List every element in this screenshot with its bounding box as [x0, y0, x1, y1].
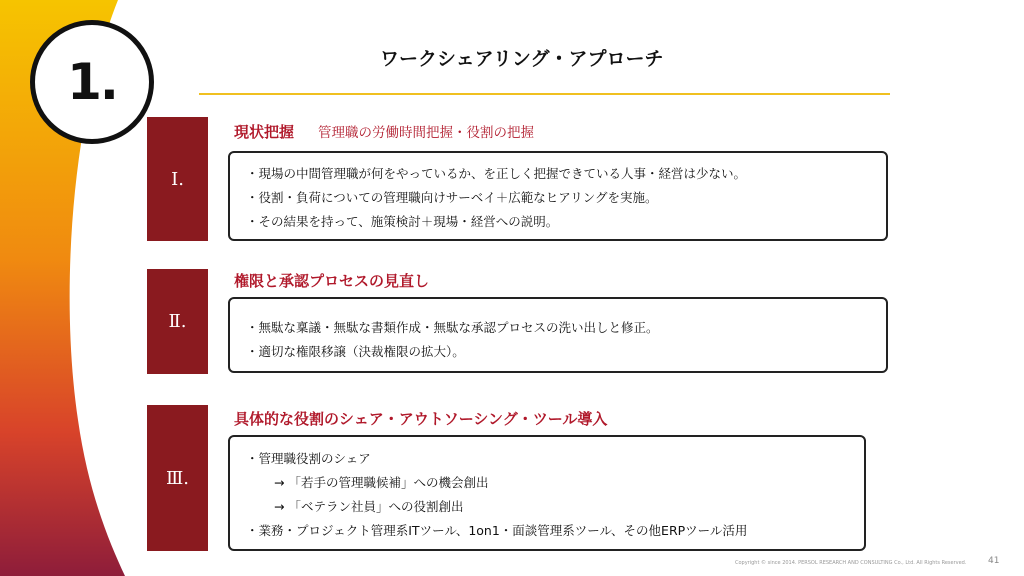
- list-item: → 「若手の管理職候補」への機会創出: [274, 475, 489, 490]
- section-box-3: [228, 435, 866, 551]
- section-number-badge: [30, 20, 154, 144]
- roman-label-3: Ⅲ.: [147, 405, 208, 551]
- list-item: ・無駄な稟議・無駄な書類作成・無駄な承認プロセスの洗い出しと修正。: [246, 320, 659, 335]
- list-item: ・現場の中間管理職が何をやっているか、を正しく把握できている人事・経営は少ない。: [246, 166, 747, 181]
- section-subheading-1: 管理職の労働時間把握・役割の把握: [318, 125, 535, 141]
- section-heading-1-text: 現状把握: [234, 123, 295, 141]
- list-item: → 「ベテラン社員」への役割創出: [274, 499, 464, 514]
- copyright-text: Copyright © since 2014. PERSOL RESEARCH AND CONSULTING Co., Ltd. All Rights Reserved.: [735, 560, 967, 566]
- section-heading-2: 権限と承認プロセスの見直し: [234, 272, 430, 290]
- list-item: ・適切な権限移譲（決裁権限の拡大）。: [246, 344, 465, 359]
- list-item: ・業務・プロジェクト管理系ITツール、1on1・面談管理系ツール、その他ERPツール活用: [246, 523, 748, 538]
- section-heading-1: [234, 121, 534, 142]
- list-item: ・その結果を持って、施策検討＋現場・経営への説明。: [246, 214, 559, 229]
- list-item: ・管理職役割のシェア: [246, 451, 371, 466]
- page-number: 41: [988, 556, 1000, 566]
- roman-label-2: Ⅱ.: [147, 269, 208, 374]
- section-number: 1.: [67, 53, 117, 111]
- section-heading-3: 具体的な役割のシェア・アウトソーシング・ツール導入: [234, 410, 608, 428]
- section-box-1: [228, 151, 888, 241]
- page-title: ワークシェアリング・アプローチ: [380, 48, 664, 70]
- section-box-2: [228, 297, 888, 373]
- title-underline: [199, 93, 890, 95]
- roman-label-1: Ⅰ.: [147, 117, 208, 241]
- list-item: ・役割・負荷についての管理職向けサーベイ＋広範なヒアリングを実施。: [246, 190, 658, 205]
